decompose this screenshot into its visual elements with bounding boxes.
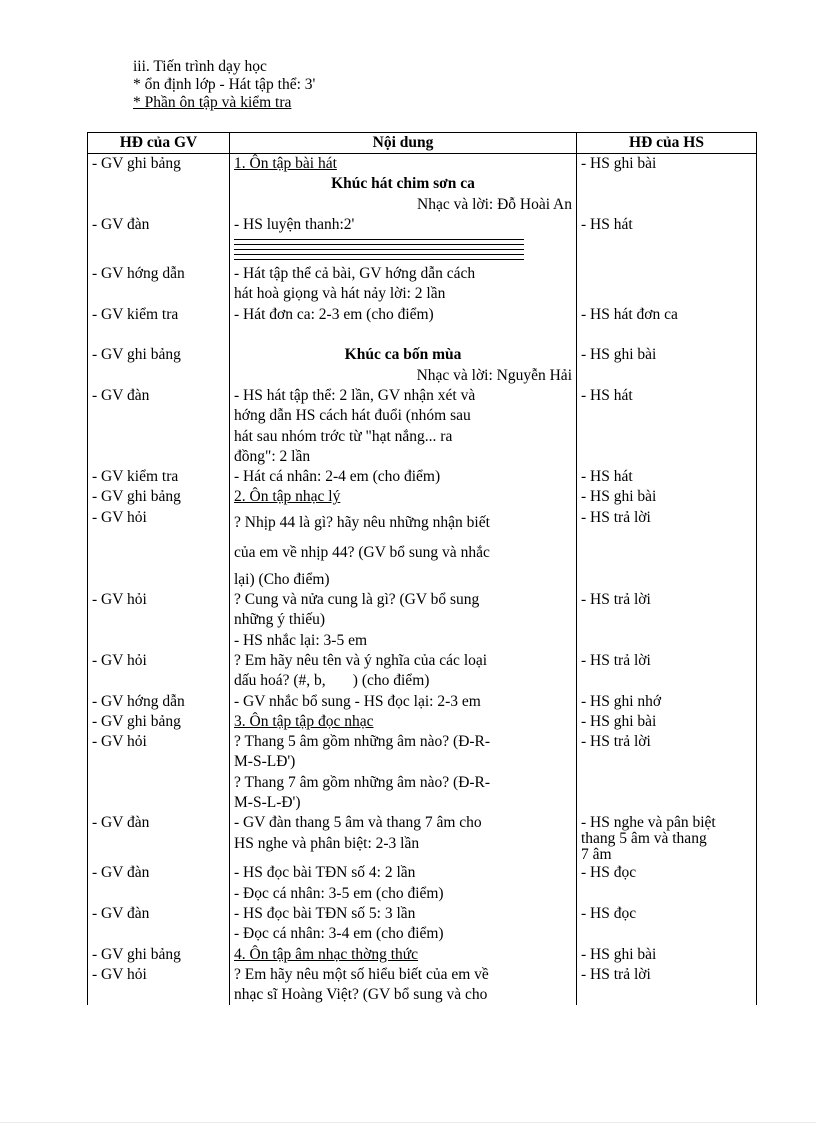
topic-heading: 4. Ôn tập âm nhạc thờng thức [234, 945, 419, 963]
gv-cell: - GV đàn [88, 215, 230, 264]
content-cell: - HS luyện thanh:2' [230, 215, 577, 264]
content-cell: - Hát cá nhân: 2-4 em (cho điểm) [230, 467, 577, 487]
table-row [88, 863, 757, 904]
hs-cell: - HS hát đơn ca [577, 305, 757, 346]
gv-cell: - GV ghi bảng [88, 945, 230, 965]
hs-cell: - HS ghi nhớ [577, 692, 757, 712]
content-cell: - Hát đơn ca: 2-3 em (cho điểm) [230, 305, 577, 346]
hs-cell: - HS đọc [577, 904, 757, 945]
content-cell: ? Nhịp 44 là gì? hãy nêu những nhận biết của em về nhịp 44? (GV bổ sung và nhắc lại) (Cho điểm) [230, 508, 577, 590]
gv-cell: - GV hỏi [88, 732, 230, 813]
hs-cell: - HS trả lời [577, 508, 757, 590]
hs-cell: - HS trả lời [577, 651, 757, 692]
song-author: Nhạc và lời: Đỗ Hoài An [417, 195, 572, 213]
hs-cell: - HS hát [577, 467, 757, 487]
gv-cell: - GV hớng dẫn [88, 692, 230, 712]
hs-cell: - HS ghi bài [577, 154, 757, 215]
section-heading: iii. Tiến trình dạy học [133, 58, 267, 75]
hs-cell: - HS hát [577, 215, 757, 264]
music-staff [234, 239, 572, 260]
table-row [88, 590, 757, 651]
header-content: Nội dung [230, 133, 577, 154]
hs-cell: - HS đọc [577, 863, 757, 904]
gv-cell: - GV đàn [88, 863, 230, 904]
gv-cell: - GV hớng dẫn [88, 264, 230, 305]
gv-cell: - GV ghi bảng [88, 345, 230, 386]
hs-cell: - HS ghi bài [577, 712, 757, 732]
content-cell: ? Cung và nửa cung là gì? (GV bổ sung những ý thiếu) - HS nhắc lại: 3-5 em [230, 590, 577, 651]
table-row [88, 215, 757, 264]
content-cell: - HS hát tập thể: 2 lần, GV nhận xét và hớng dẫn HS cách hát đuổi (nhóm sau hát sau nhóm trớc từ "hạt nắng... ra đồng": 2 lần [230, 386, 577, 467]
table-row [88, 386, 757, 467]
gv-cell: - GV ghi bảng [88, 487, 230, 507]
song-author: Nhạc và lời: Nguyễn Hải [416, 366, 572, 384]
gv-cell: - GV hỏi [88, 508, 230, 590]
table-row [88, 813, 757, 863]
gv-cell: - GV kiểm tra [88, 305, 230, 346]
hs-cell: - HS ghi bài [577, 945, 757, 965]
hs-cell: - HS ghi bài [577, 487, 757, 507]
gv-cell: - GV hỏi [88, 651, 230, 692]
table-row [88, 692, 757, 712]
topic-heading: 1. Ôn tập bài hát [234, 155, 337, 172]
content-cell [230, 487, 577, 507]
content-cell [230, 945, 577, 965]
content-cell: - HS đọc bài TĐN số 4: 2 lần - Đọc cá nhân: 3-5 em (cho điểm) [230, 863, 577, 904]
header-hs: HĐ của HS [577, 133, 757, 154]
hs-cell: - HS nghe và pân biệt thang 5 âm và thang 7 âm [577, 813, 757, 863]
table-row [88, 945, 757, 965]
content-cell [230, 154, 577, 215]
content-cell [230, 345, 577, 386]
topic-heading: 3. Ôn tập tập đọc nhạc [234, 712, 374, 730]
song-title: Khúc ca bốn mùa [344, 346, 462, 364]
content-cell: - GV nhắc bổ sung - HS đọc lại: 2-3 em [230, 692, 577, 712]
content-cell: - GV đàn thang 5 âm và thang 7 âm cho HS nghe và phân biệt: 2-3 lần [230, 813, 577, 863]
content-cell: ? Em hãy nêu tên và ý nghĩa của các loại dấu hoá? (#, b, ) (cho điểm) [230, 651, 577, 692]
table-row [88, 732, 757, 813]
content-cell: ? Thang 5 âm gồm những âm nào? (Đ-R- M-S-LĐ') ? Thang 7 âm gồm những âm nào? (Đ-R- M-S-L-Đ') [230, 732, 577, 813]
table-row [88, 904, 757, 945]
topic-heading: 2. Ôn tập nhạc lý [234, 488, 341, 506]
table-row [88, 305, 757, 346]
gv-cell: - GV đàn [88, 386, 230, 467]
hs-cell: - HS trả lời [577, 965, 757, 1006]
table-row [88, 467, 757, 487]
gv-cell: - GV hỏi [88, 965, 230, 1006]
table-row [88, 965, 757, 1006]
content-cell: - Hát tập thể cả bài, GV hớng dẫn cách hát hoà giọng và hát nảy lời: 2 lần [230, 264, 577, 305]
review-heading: * Phần ôn tập và kiểm tra [133, 94, 292, 111]
section-intro [133, 58, 315, 112]
hs-cell: - HS hát [577, 386, 757, 467]
lesson-table [87, 132, 757, 1005]
gv-cell: - GV hỏi [88, 590, 230, 651]
song-title: Khúc hát chim sơn ca [331, 175, 475, 193]
table-row [88, 345, 757, 386]
table-row [88, 712, 757, 732]
warmup-line: * ổn định lớp - Hát tập thể: 3' [133, 76, 316, 93]
gv-cell: - GV đàn [88, 813, 230, 863]
hs-cell [577, 264, 757, 305]
gv-cell: - GV ghi bảng [88, 154, 230, 215]
table-row [88, 508, 757, 590]
header-gv: HĐ của GV [88, 133, 230, 154]
gv-cell: - GV kiểm tra [88, 467, 230, 487]
content-cell [230, 712, 577, 732]
content-cell: - HS đọc bài TĐN số 5: 3 lần - Đọc cá nhân: 3-4 em (cho điểm) [230, 904, 577, 945]
hs-cell: - HS trả lời [577, 590, 757, 651]
gv-cell: - GV ghi bảng [88, 712, 230, 732]
content-cell: ? Em hãy nêu một số hiểu biết của em về nhạc sĩ Hoàng Việt? (GV bổ sung và cho [230, 965, 577, 1006]
table-row [88, 154, 757, 215]
hs-cell: - HS ghi bài [577, 345, 757, 386]
table-row [88, 487, 757, 507]
table-row [88, 264, 757, 305]
table-header-row [88, 133, 757, 154]
hs-cell: - HS trả lời [577, 732, 757, 813]
gv-cell: - GV đàn [88, 904, 230, 945]
table-row [88, 651, 757, 692]
